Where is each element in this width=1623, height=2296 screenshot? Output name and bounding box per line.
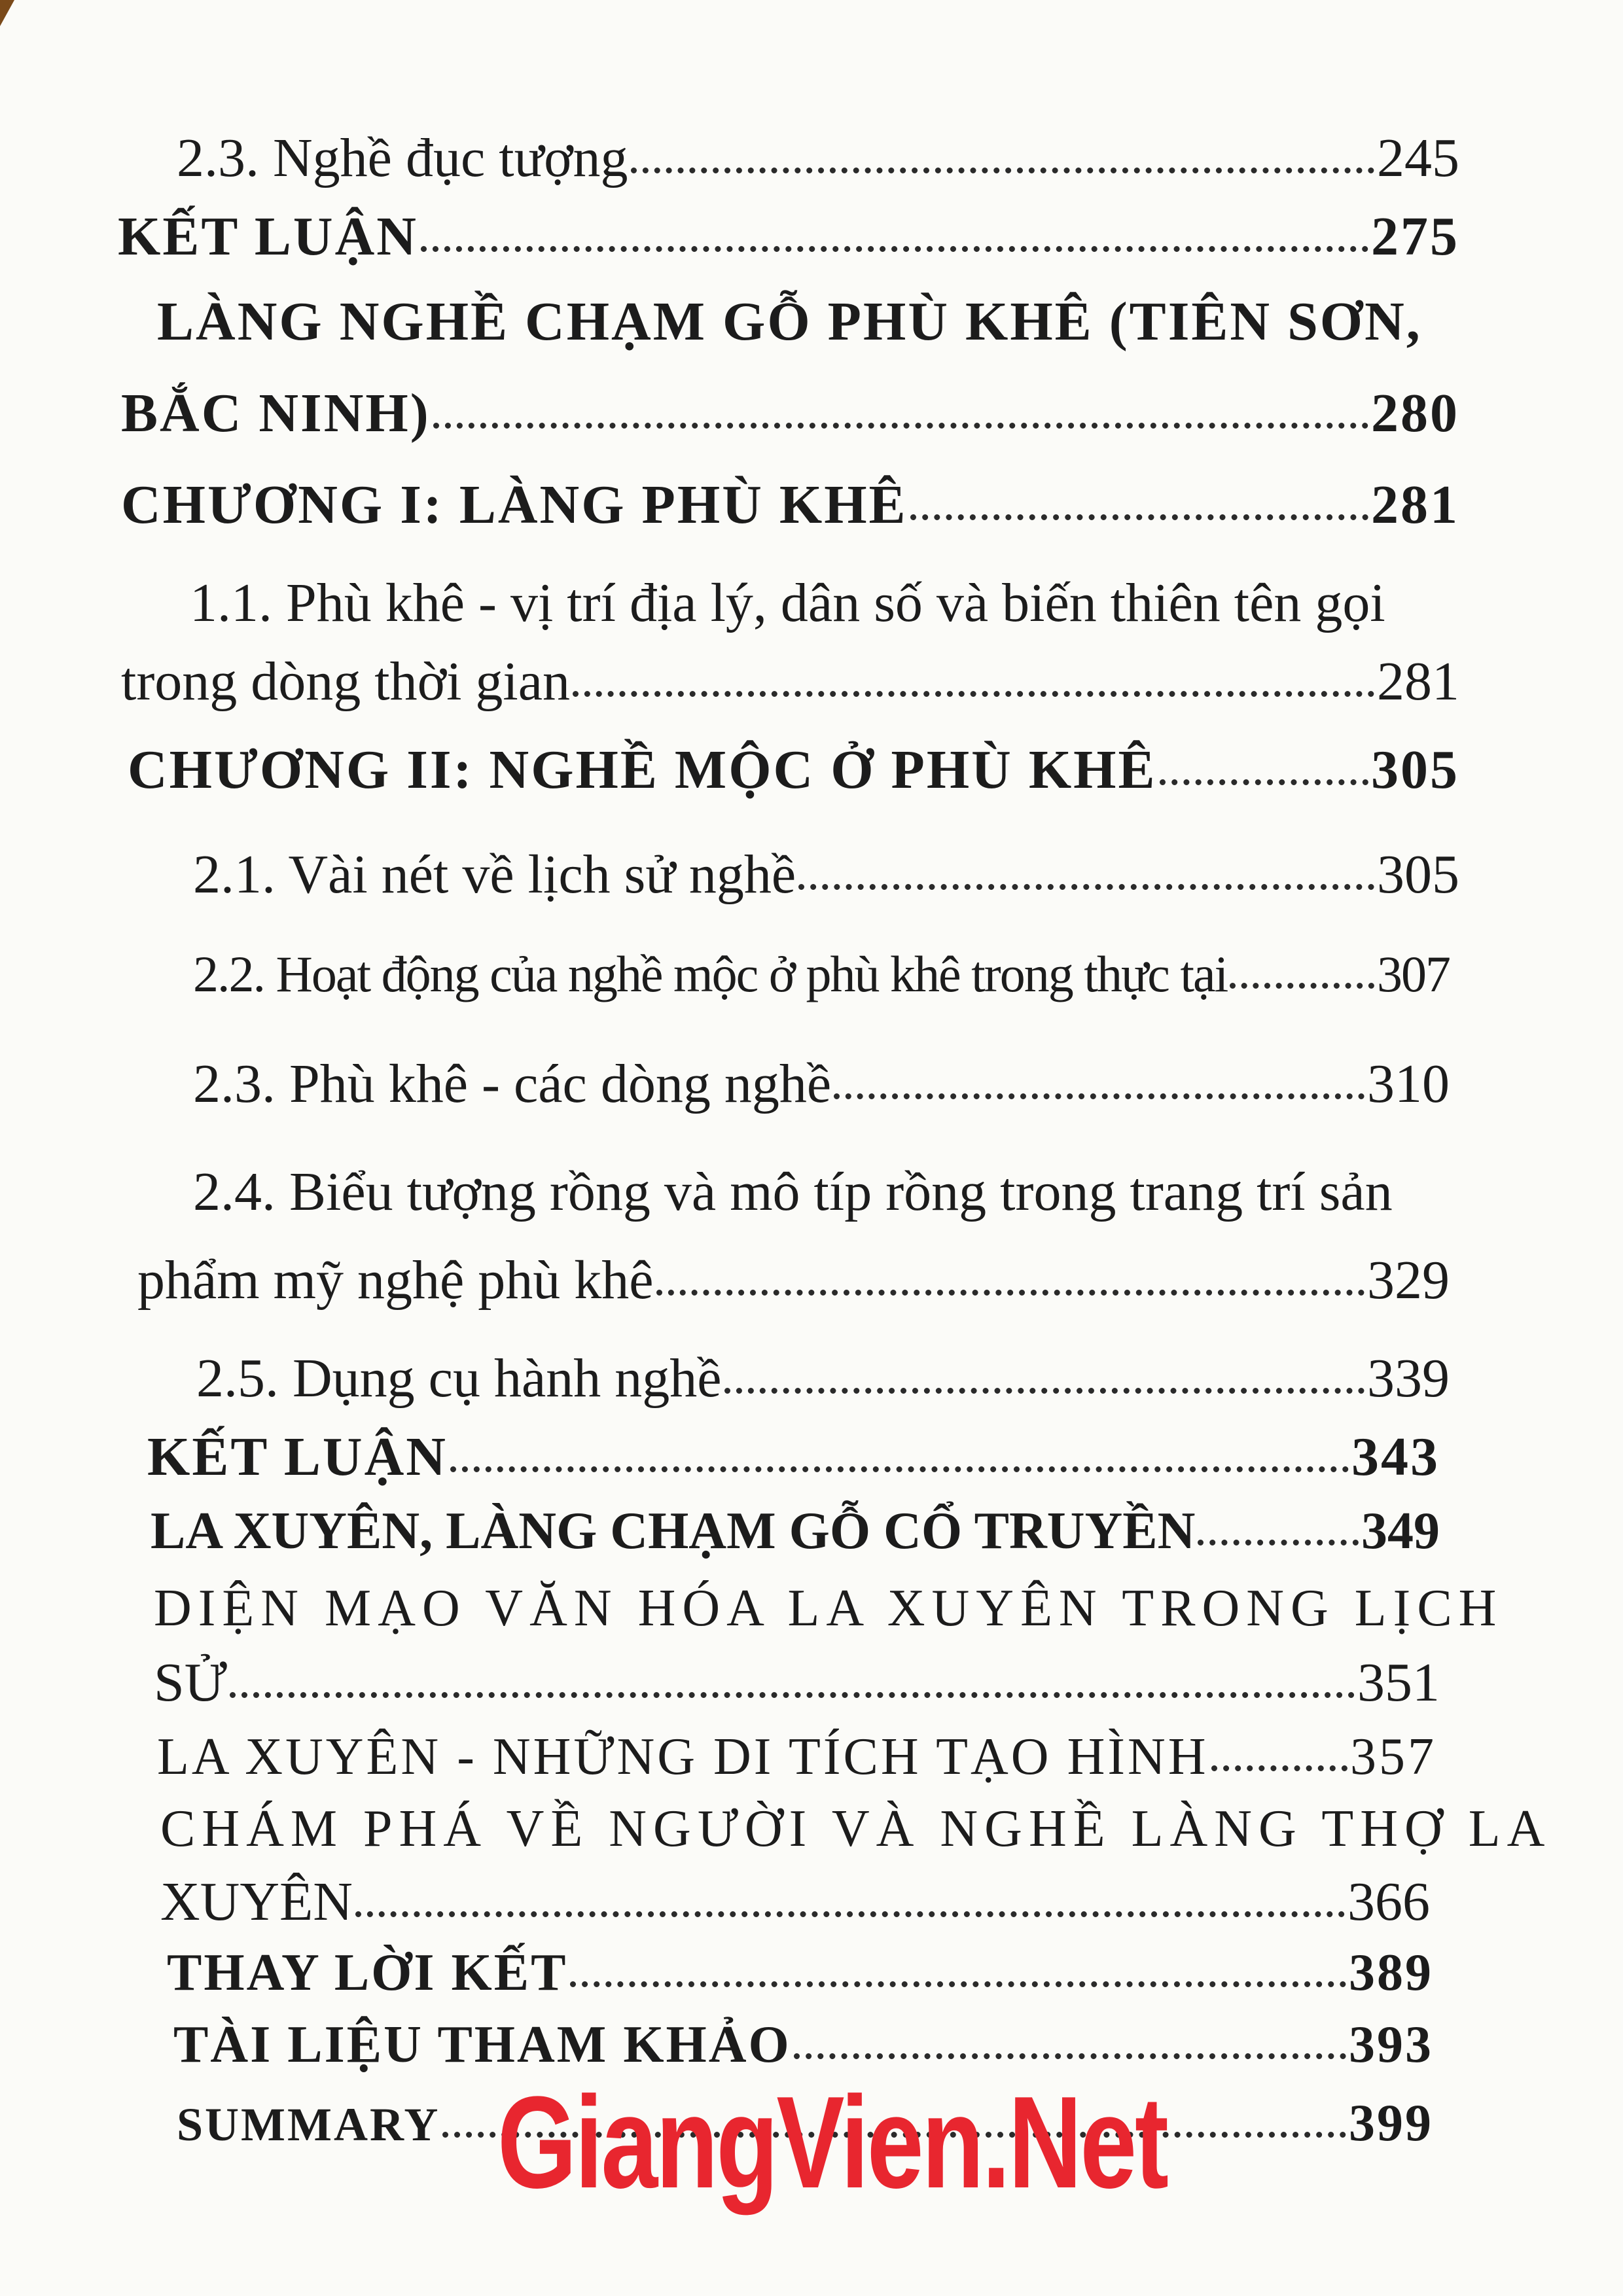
toc-entry[interactable]: [173, 2016, 1433, 2074]
toc-leader-dots: [1230, 983, 1374, 989]
toc-entry-page: 307: [1377, 945, 1450, 1002]
toc-leader-dots: [798, 884, 1374, 890]
toc-entry-title: LA XUYÊN - NHỮNG DI TÍCH TẠO HÌNH: [157, 1728, 1209, 1786]
toc-entry-title-line1: DIỆN MẠO VĂN HÓA LA XUYÊN TRONG LỊCH: [154, 1580, 1503, 1637]
toc-leader-dots: [1160, 779, 1368, 785]
toc-entry[interactable]: [121, 383, 1459, 444]
toc-entry-page: 351: [1357, 1652, 1440, 1713]
toc-entry[interactable]: [193, 1053, 1450, 1114]
toc-entry[interactable]: [157, 1728, 1436, 1786]
toc-entry-page: 393: [1349, 2016, 1433, 2074]
toc-entry[interactable]: [193, 945, 1450, 1002]
toc-leader-dots: [631, 168, 1374, 173]
toc-entry-title: phẩm mỹ nghệ phù khê: [137, 1250, 654, 1311]
toc-leader-dots: [724, 1388, 1364, 1394]
toc-entry-title: BẮC NINH): [121, 383, 431, 444]
toc-entry-title: 2.2. Hoạt động của nghề mộc ở phù khê trong thực tại: [193, 945, 1228, 1002]
toc-entry-title: KẾT LUẬN: [118, 206, 418, 267]
toc-entry[interactable]: [118, 206, 1459, 267]
toc-entry-page: 329: [1367, 1250, 1450, 1311]
toc-entry-page: 366: [1347, 1871, 1430, 1932]
toc-entry-title-line1: 1.1. Phù khê - vị trí địa lý, dân số và biến thiên tên gọi: [190, 573, 1385, 633]
toc-leader-dots: [433, 423, 1368, 429]
toc-entry-title: KẾT LUẬN: [147, 1426, 448, 1487]
toc-entry[interactable]: [121, 474, 1459, 535]
toc-entry-title-line1: LÀNG NGHỀ CHẠM GỖ PHÙ KHÊ (TIÊN SƠN,: [157, 291, 1422, 352]
toc-leader-dots: [573, 691, 1374, 697]
toc-entry-title: 2.3. Phù khê - các dòng nghề: [193, 1053, 832, 1114]
toc-entry-page: 310: [1367, 1053, 1450, 1114]
toc-entry[interactable]: [160, 1871, 1430, 1932]
toc-leader-dots: [656, 1290, 1364, 1296]
toc-entry-page: 281: [1377, 651, 1459, 712]
toc-entry-page: 399: [1349, 2094, 1433, 2152]
toc-entry-page: 305: [1371, 739, 1459, 800]
toc-entry[interactable]: [128, 739, 1459, 800]
toc-entry-title: LA XUYÊN, LÀNG CHẠM GỖ CỔ TRUYỀN: [151, 1502, 1196, 1560]
toc-entry-title: trong dòng thời gian: [121, 651, 571, 712]
toc-leader-dots: [1211, 1765, 1347, 1771]
toc-leader-dots: [1198, 1540, 1359, 1545]
toc-entry[interactable]: [193, 844, 1459, 905]
toc-entry-title: XUYÊN: [160, 1871, 353, 1932]
toc-entry[interactable]: [154, 1652, 1440, 1713]
toc-entry-page: 339: [1367, 1348, 1450, 1409]
toc-entry-title: 2.5. Dụng cụ hành nghề: [196, 1348, 722, 1409]
toc-leader-dots: [570, 1981, 1346, 1987]
toc-entry-title: SỬ: [154, 1652, 227, 1713]
watermark-logo: GiangVien.Net: [497, 2070, 1167, 2216]
toc-entry-title: CHƯƠNG II: NGHỀ MỘC Ở PHÙ KHÊ: [128, 739, 1157, 800]
toc-entry-title: SUMMARY: [177, 2098, 440, 2151]
toc-entry-page: 343: [1351, 1426, 1440, 1487]
toc-entry-page: 281: [1371, 474, 1459, 535]
toc-leader-dots: [794, 2053, 1346, 2059]
toc-entry-title: 2.3. Nghề đục tượng: [177, 128, 628, 188]
toc-entry[interactable]: [167, 1944, 1433, 2002]
toc-entry-page: 357: [1350, 1728, 1436, 1786]
toc-entry[interactable]: [137, 1250, 1450, 1311]
toc-entry[interactable]: [177, 128, 1459, 188]
toc-leader-dots: [230, 1692, 1355, 1698]
toc-entry-page: 275: [1371, 206, 1459, 267]
toc-leader-dots: [910, 514, 1368, 520]
toc-entry[interactable]: [121, 651, 1459, 712]
toc-leader-dots: [355, 1911, 1345, 1917]
toc-entry[interactable]: [196, 1348, 1450, 1409]
toc-entry-page: 305: [1377, 844, 1459, 905]
toc-entry-title-line1: CHÁM PHÁ VỀ NGƯỜI VÀ NGHỀ LÀNG THỢ LA: [160, 1800, 1552, 1858]
toc-entry-title: CHƯƠNG I: LÀNG PHÙ KHÊ: [121, 474, 908, 535]
toc-entry-title-line1: 2.4. Biểu tượng rồng và mô típ rồng trong trang trí sản: [193, 1161, 1393, 1222]
toc-leader-dots: [421, 246, 1368, 252]
toc-entry-page: 245: [1377, 128, 1459, 188]
toc-entry-title: THAY LỜI KẾT: [167, 1944, 568, 2002]
toc-entry[interactable]: [147, 1426, 1440, 1487]
toc-entry-title: TÀI LIỆU THAM KHẢO: [173, 2016, 791, 2074]
toc-entry-page: 389: [1349, 1944, 1433, 2002]
toc-entry-title: 2.1. Vài nét về lịch sử nghề: [193, 844, 796, 905]
toc-entry[interactable]: [151, 1502, 1440, 1560]
toc-leader-dots: [834, 1093, 1364, 1099]
toc-entry-page: 280: [1371, 383, 1459, 444]
toc-leader-dots: [450, 1466, 1349, 1472]
toc-entry-page: 349: [1361, 1502, 1440, 1560]
